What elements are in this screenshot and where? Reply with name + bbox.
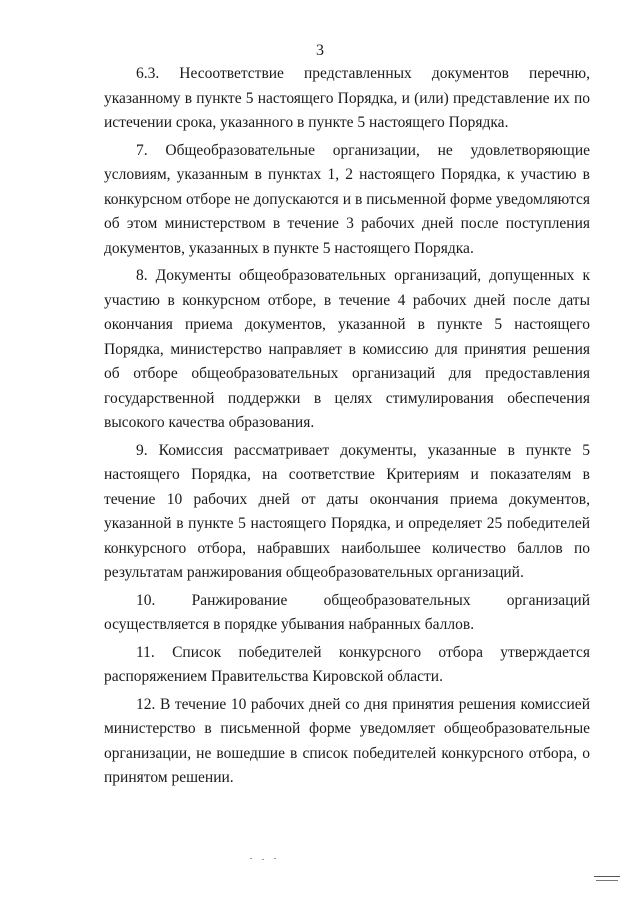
paragraph-12: 12. В течение 10 рабочих дней со дня принятия решения комиссией министерство в письменной форме уведомляет общеобразовательные организации, не вошедшие в список победителей конкурсного отбора, о принятом решении. (104, 695, 590, 786)
footer-line-mark (594, 876, 620, 877)
paragraph-7: 7. Общеобразовательные организации, не удовлетворяющие условиям, указанным в пунктах 1, 2 настоящего Порядка, к участию в конкурсном отборе не допускаются и в письменной форме уведомляются об этом министерством в течение 3 рабочих дней после поступления документов, указанных в пункте 5 настоящего Порядка. (104, 141, 590, 257)
paragraph-8: 8. Документы общеобразовательных организаций, допущенных к участию в конкурсном отборе, в течение 4 рабочих дней после даты окончания приема документов, указанной в пункте 5 настоящего Порядка, министерство направляет в комиссию для принятия решения об отборе общеобразовательных организаций для предоставления государственной поддержки в целях стимулирования обеспечения высокого качества образования. (104, 267, 590, 431)
paragraph-11: 11. Список победителей конкурсного отбора утверждается распоряжением Правительства Кировской области. (104, 643, 590, 685)
footer-line-mark (596, 880, 618, 881)
scan-speck (274, 858, 276, 859)
paragraph-6-3: 6.3. Несоответствие представленных документов перечню, указанному в пункте 5 настоящего Порядка, и (или) представление их по истечении срока, указанного в пункте 5 настоящего Порядка. (104, 65, 590, 131)
scan-speck (262, 859, 264, 860)
page-number: 3 (316, 42, 324, 59)
paragraph-10: 10. Ранжирование общеобразовательных организаций осуществляется в порядке убывания набранных баллов. (104, 591, 590, 633)
paragraph-9: 9. Комиссия рассматривает документы, указанные в пункте 5 настоящего Порядка, на соответствие Критериям и показателям в течение 10 рабочих дней от даты окончания приема документов, указанной в пункте 5 настоящего Порядка, и определяет 25 победителей конкурсного отбора, набравших наибольшее количество баллов по результатам ранжирования общеобразовательных организаций. (104, 441, 590, 581)
document-body (104, 62, 590, 794)
scan-speck (250, 858, 252, 859)
